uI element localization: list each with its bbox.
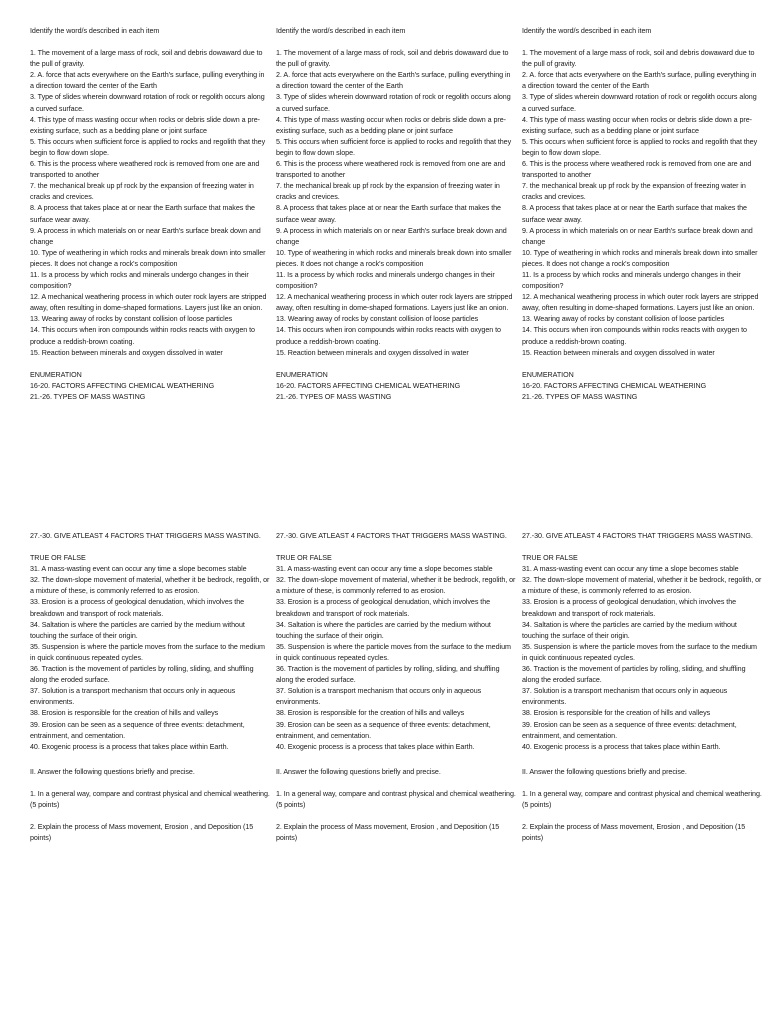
identification-item: 11. Is a process by which rocks and minerals undergo changes in their composition?	[276, 270, 495, 291]
true-false-item: 32. The down-slope movement of material, whether it be bedrock, regolith, or a mixture of these, is commonly referred to as erosion.	[30, 576, 270, 596]
spacer	[522, 37, 762, 48]
spacer	[30, 753, 270, 767]
true-false-item: 35. Suspension is where the particle moves from the surface to the medium in quick continuous repeated cycles.	[30, 642, 265, 662]
true-false-item: 37. Solution is a transport mechanism that occurs only in aqueous environments.	[522, 687, 728, 707]
quiz-column-top-3	[522, 26, 762, 403]
true-false-item: 39. Erosion can be seen as a sequence of three events: detachment, entrainment, and cementation.	[30, 720, 245, 740]
essay-question: 1. In a general way, compare and contrast physical and chemical weathering. (5 points)	[522, 789, 762, 809]
factors-heading: 27.-30. GIVE ATLEAST 4 FACTORS THAT TRIGGERS MASS WASTING.	[522, 532, 753, 540]
quiz-column-bottom-3	[522, 531, 762, 844]
true-false-item: 31. A mass-wasting event can occur any time a slope becomes stable	[522, 565, 739, 574]
identification-item: 13. Wearing away of rocks by constant collision of loose particles	[276, 315, 479, 324]
identification-item: 4. This type of mass wasting occur when rocks or debris slide down a pre-existing surface, such as a bedding plane or joint surface	[522, 115, 752, 135]
true-false-item: 34. Saltation is where the particles are carried by the medium without touching the surface of their origin.	[30, 620, 245, 640]
essay-question: 2. Explain the process of Mass movement, Erosion , and Deposition (15 points)	[276, 823, 500, 843]
spacer	[522, 778, 762, 789]
enumeration-item: 16-20. FACTORS AFFECTING CHEMICAL WEATHERING	[276, 381, 461, 390]
identification-item: 14. This occurs when iron compounds within rocks reacts with oxygen to produce a reddish-brown coating.	[30, 326, 255, 346]
identification-item: 2. A. force that acts everywhere on the Earth's surface, pulling everything in a direction toward the center of the Earth	[30, 71, 265, 91]
spacer	[276, 811, 516, 822]
identification-item: 9. A process in which materials on or near Earth's surface break down and change	[276, 226, 507, 246]
identification-item: 8. A process that takes place at or near the Earth surface that makes the surface wear away.	[276, 204, 501, 224]
true-false-item: 33. Erosion is a process of geological denudation, which involves the breakdown and transport of rock materials.	[276, 598, 491, 618]
quiz-column-top-2	[276, 26, 516, 403]
spacer	[276, 359, 516, 370]
section-heading: Identify the word/s described in each item	[30, 27, 160, 35]
factors-heading: 27.-30. GIVE ATLEAST 4 FACTORS THAT TRIGGERS MASS WASTING.	[30, 532, 261, 540]
true-false-item: 33. Erosion is a process of geological denudation, which involves the breakdown and transport of rock materials.	[522, 598, 737, 618]
identification-item: 8. A process that takes place at or near the Earth surface that makes the surface wear away.	[30, 204, 255, 224]
true-false-item: 34. Saltation is where the particles are carried by the medium without touching the surface of their origin.	[522, 620, 737, 640]
identification-item: 13. Wearing away of rocks by constant collision of loose particles	[30, 315, 233, 324]
true-false-title: TRUE OR FALSE	[522, 554, 578, 563]
identification-item: 14. This occurs when iron compounds within rocks reacts with oxygen to produce a reddish-brown coating.	[276, 326, 501, 346]
spacer	[522, 359, 762, 370]
identification-item: 12. A mechanical weathering process in which outer rock layers are stripped away, often resulting in dome-shaped formations. Layers just like an onion.	[522, 293, 759, 313]
part2-title: II. Answer the following questions briefly and precise.	[276, 767, 441, 776]
spacer	[522, 811, 762, 822]
true-false-item: 36. Traction is the movement of particles by rolling, sliding, and shuffling along the eroded surface.	[522, 665, 746, 685]
identification-item: 10. Type of weathering in which rocks and minerals break down into smaller pieces. It does not change a rock's composition	[30, 248, 266, 268]
identification-item: 14. This occurs when iron compounds within rocks reacts with oxygen to produce a reddish-brown coating.	[522, 326, 747, 346]
identification-item: 6. This is the process where weathered rock is removed from one are and transported to another	[276, 160, 506, 180]
identification-item: 1. The movement of a large mass of rock, soil and debris dowaward due to the pull of gravity.	[522, 49, 755, 69]
true-false-item: 38. Erosion is responsible for the creation of hills and valleys	[30, 709, 219, 718]
identification-item: 4. This type of mass wasting occur when rocks or debris slide down a pre-existing surface, such as a bedding plane or joint surface	[30, 115, 260, 135]
identification-item: 5. This occurs when sufficient force is applied to rocks and regolith that they begin to flow down slope.	[522, 137, 758, 157]
identification-item: 1. The movement of a large mass of rock, soil and debris dowaward due to the pull of gravity.	[276, 49, 509, 69]
enumeration-item: 21.-26. TYPES OF MASS WASTING	[276, 392, 392, 401]
true-false-item: 32. The down-slope movement of material, whether it be bedrock, regolith, or a mixture of these, is commonly referred to as erosion.	[276, 576, 516, 596]
factors-heading: 27.-30. GIVE ATLEAST 4 FACTORS THAT TRIGGERS MASS WASTING.	[276, 532, 507, 540]
spacer	[522, 542, 762, 553]
identification-item: 7. the mechanical break up pf rock by the expansion of freezing water in cracks and crevices.	[522, 182, 746, 202]
spacer	[30, 359, 270, 370]
true-false-item: 34. Saltation is where the particles are carried by the medium without touching the surface of their origin.	[276, 620, 491, 640]
quiz-column-bottom-2	[276, 531, 516, 844]
identification-item: 9. A process in which materials on or near Earth's surface break down and change	[30, 226, 261, 246]
true-false-item: 36. Traction is the movement of particles by rolling, sliding, and shuffling along the eroded surface.	[276, 665, 500, 685]
identification-item: 6. This is the process where weathered rock is removed from one are and transported to another	[522, 160, 752, 180]
true-false-item: 38. Erosion is responsible for the creation of hills and valleys	[276, 709, 465, 718]
identification-item: 5. This occurs when sufficient force is applied to rocks and regolith that they begin to flow down slope.	[30, 137, 266, 157]
true-false-item: 33. Erosion is a process of geological denudation, which involves the breakdown and transport of rock materials.	[30, 598, 245, 618]
identification-item: 15. Reaction between minerals and oxygen dissolved in water	[522, 348, 715, 357]
true-false-item: 31. A mass-wasting event can occur any time a slope becomes stable	[276, 565, 493, 574]
identification-item: 3. Type of slides wherein downward rotation of rock or regolith occurs along a curved surface.	[276, 93, 511, 113]
true-false-item: 40. Exogenic process is a process that takes place within Earth.	[276, 742, 475, 751]
enumeration-title: ENUMERATION	[30, 370, 82, 379]
true-false-item: 40. Exogenic process is a process that takes place within Earth.	[30, 742, 229, 751]
identification-item: 1. The movement of a large mass of rock, soil and debris dowaward due to the pull of gravity.	[30, 49, 263, 69]
identification-item: 12. A mechanical weathering process in which outer rock layers are stripped away, often resulting in dome-shaped formations. Layers just like an onion.	[276, 293, 513, 313]
identification-item: 2. A. force that acts everywhere on the Earth's surface, pulling everything in a direction toward the center of the Earth	[522, 71, 757, 91]
quiz-column-bottom-1	[30, 531, 270, 844]
identification-item: 6. This is the process where weathered rock is removed from one are and transported to another	[30, 160, 260, 180]
true-false-item: 32. The down-slope movement of material, whether it be bedrock, regolith, or a mixture of these, is commonly referred to as erosion.	[522, 576, 762, 596]
spacer	[30, 542, 270, 553]
part2-title: II. Answer the following questions briefly and precise.	[522, 767, 687, 776]
identification-item: 3. Type of slides wherein downward rotation of rock or regolith occurs along a curved surface.	[522, 93, 757, 113]
identification-item: 8. A process that takes place at or near the Earth surface that makes the surface wear away.	[522, 204, 747, 224]
spacer	[30, 37, 270, 48]
spacer	[276, 753, 516, 767]
true-false-item: 38. Erosion is responsible for the creation of hills and valleys	[522, 709, 711, 718]
spacer	[30, 811, 270, 822]
identification-item: 7. the mechanical break up pf rock by the expansion of freezing water in cracks and crevices.	[276, 182, 500, 202]
section-heading: Identify the word/s described in each item	[522, 27, 652, 35]
essay-question: 1. In a general way, compare and contrast physical and chemical weathering. (5 points)	[276, 789, 516, 809]
identification-item: 5. This occurs when sufficient force is applied to rocks and regolith that they begin to flow down slope.	[276, 137, 512, 157]
enumeration-title: ENUMERATION	[276, 370, 328, 379]
part2-title: II. Answer the following questions briefly and precise.	[30, 767, 195, 776]
identification-item: 15. Reaction between minerals and oxygen dissolved in water	[30, 348, 223, 357]
identification-item: 2. A. force that acts everywhere on the Earth's surface, pulling everything in a direction toward the center of the Earth	[276, 71, 511, 91]
enumeration-item: 21.-26. TYPES OF MASS WASTING	[30, 392, 146, 401]
true-false-item: 35. Suspension is where the particle moves from the surface to the medium in quick continuous repeated cycles.	[276, 642, 511, 662]
spacer	[522, 753, 762, 767]
identification-item: 7. the mechanical break up pf rock by the expansion of freezing water in cracks and crevices.	[30, 182, 254, 202]
identification-item: 11. Is a process by which rocks and minerals undergo changes in their composition?	[30, 270, 249, 291]
essay-question: 2. Explain the process of Mass movement, Erosion , and Deposition (15 points)	[522, 823, 746, 843]
true-false-item: 39. Erosion can be seen as a sequence of three events: detachment, entrainment, and cementation.	[522, 720, 737, 740]
true-false-item: 39. Erosion can be seen as a sequence of three events: detachment, entrainment, and cementation.	[276, 720, 491, 740]
spacer	[276, 542, 516, 553]
true-false-title: TRUE OR FALSE	[276, 554, 332, 563]
enumeration-item: 16-20. FACTORS AFFECTING CHEMICAL WEATHERING	[522, 381, 707, 390]
true-false-item: 36. Traction is the movement of particles by rolling, sliding, and shuffling along the eroded surface.	[30, 665, 254, 685]
identification-item: 11. Is a process by which rocks and minerals undergo changes in their composition?	[522, 270, 741, 291]
identification-item: 9. A process in which materials on or near Earth's surface break down and change	[522, 226, 753, 246]
quiz-column-top-1	[30, 26, 270, 403]
essay-question: 2. Explain the process of Mass movement, Erosion , and Deposition (15 points)	[30, 823, 254, 843]
section-heading: Identify the word/s described in each item	[276, 27, 406, 35]
true-false-title: TRUE OR FALSE	[30, 554, 86, 563]
identification-item: 3. Type of slides wherein downward rotation of rock or regolith occurs along a curved surface.	[30, 93, 265, 113]
spacer	[30, 778, 270, 789]
true-false-item: 35. Suspension is where the particle moves from the surface to the medium in quick continuous repeated cycles.	[522, 642, 757, 662]
identification-item: 10. Type of weathering in which rocks and minerals break down into smaller pieces. It does not change a rock's composition	[276, 248, 512, 268]
essay-question: 1. In a general way, compare and contrast physical and chemical weathering. (5 points)	[30, 789, 270, 809]
identification-item: 4. This type of mass wasting occur when rocks or debris slide down a pre-existing surface, such as a bedding plane or joint surface	[276, 115, 506, 135]
true-false-item: 40. Exogenic process is a process that takes place within Earth.	[522, 742, 721, 751]
enumeration-item: 21.-26. TYPES OF MASS WASTING	[522, 392, 638, 401]
true-false-item: 37. Solution is a transport mechanism that occurs only in aqueous environments.	[276, 687, 482, 707]
identification-item: 10. Type of weathering in which rocks and minerals break down into smaller pieces. It does not change a rock's composition	[522, 248, 758, 268]
spacer	[276, 778, 516, 789]
spacer	[276, 37, 516, 48]
enumeration-title: ENUMERATION	[522, 370, 574, 379]
true-false-item: 37. Solution is a transport mechanism that occurs only in aqueous environments.	[30, 687, 236, 707]
enumeration-item: 16-20. FACTORS AFFECTING CHEMICAL WEATHERING	[30, 381, 215, 390]
identification-item: 15. Reaction between minerals and oxygen dissolved in water	[276, 348, 469, 357]
true-false-item: 31. A mass-wasting event can occur any time a slope becomes stable	[30, 565, 247, 574]
identification-item: 13. Wearing away of rocks by constant collision of loose particles	[522, 315, 725, 324]
identification-item: 12. A mechanical weathering process in which outer rock layers are stripped away, often resulting in dome-shaped formations. Layers just like an onion.	[30, 293, 267, 313]
